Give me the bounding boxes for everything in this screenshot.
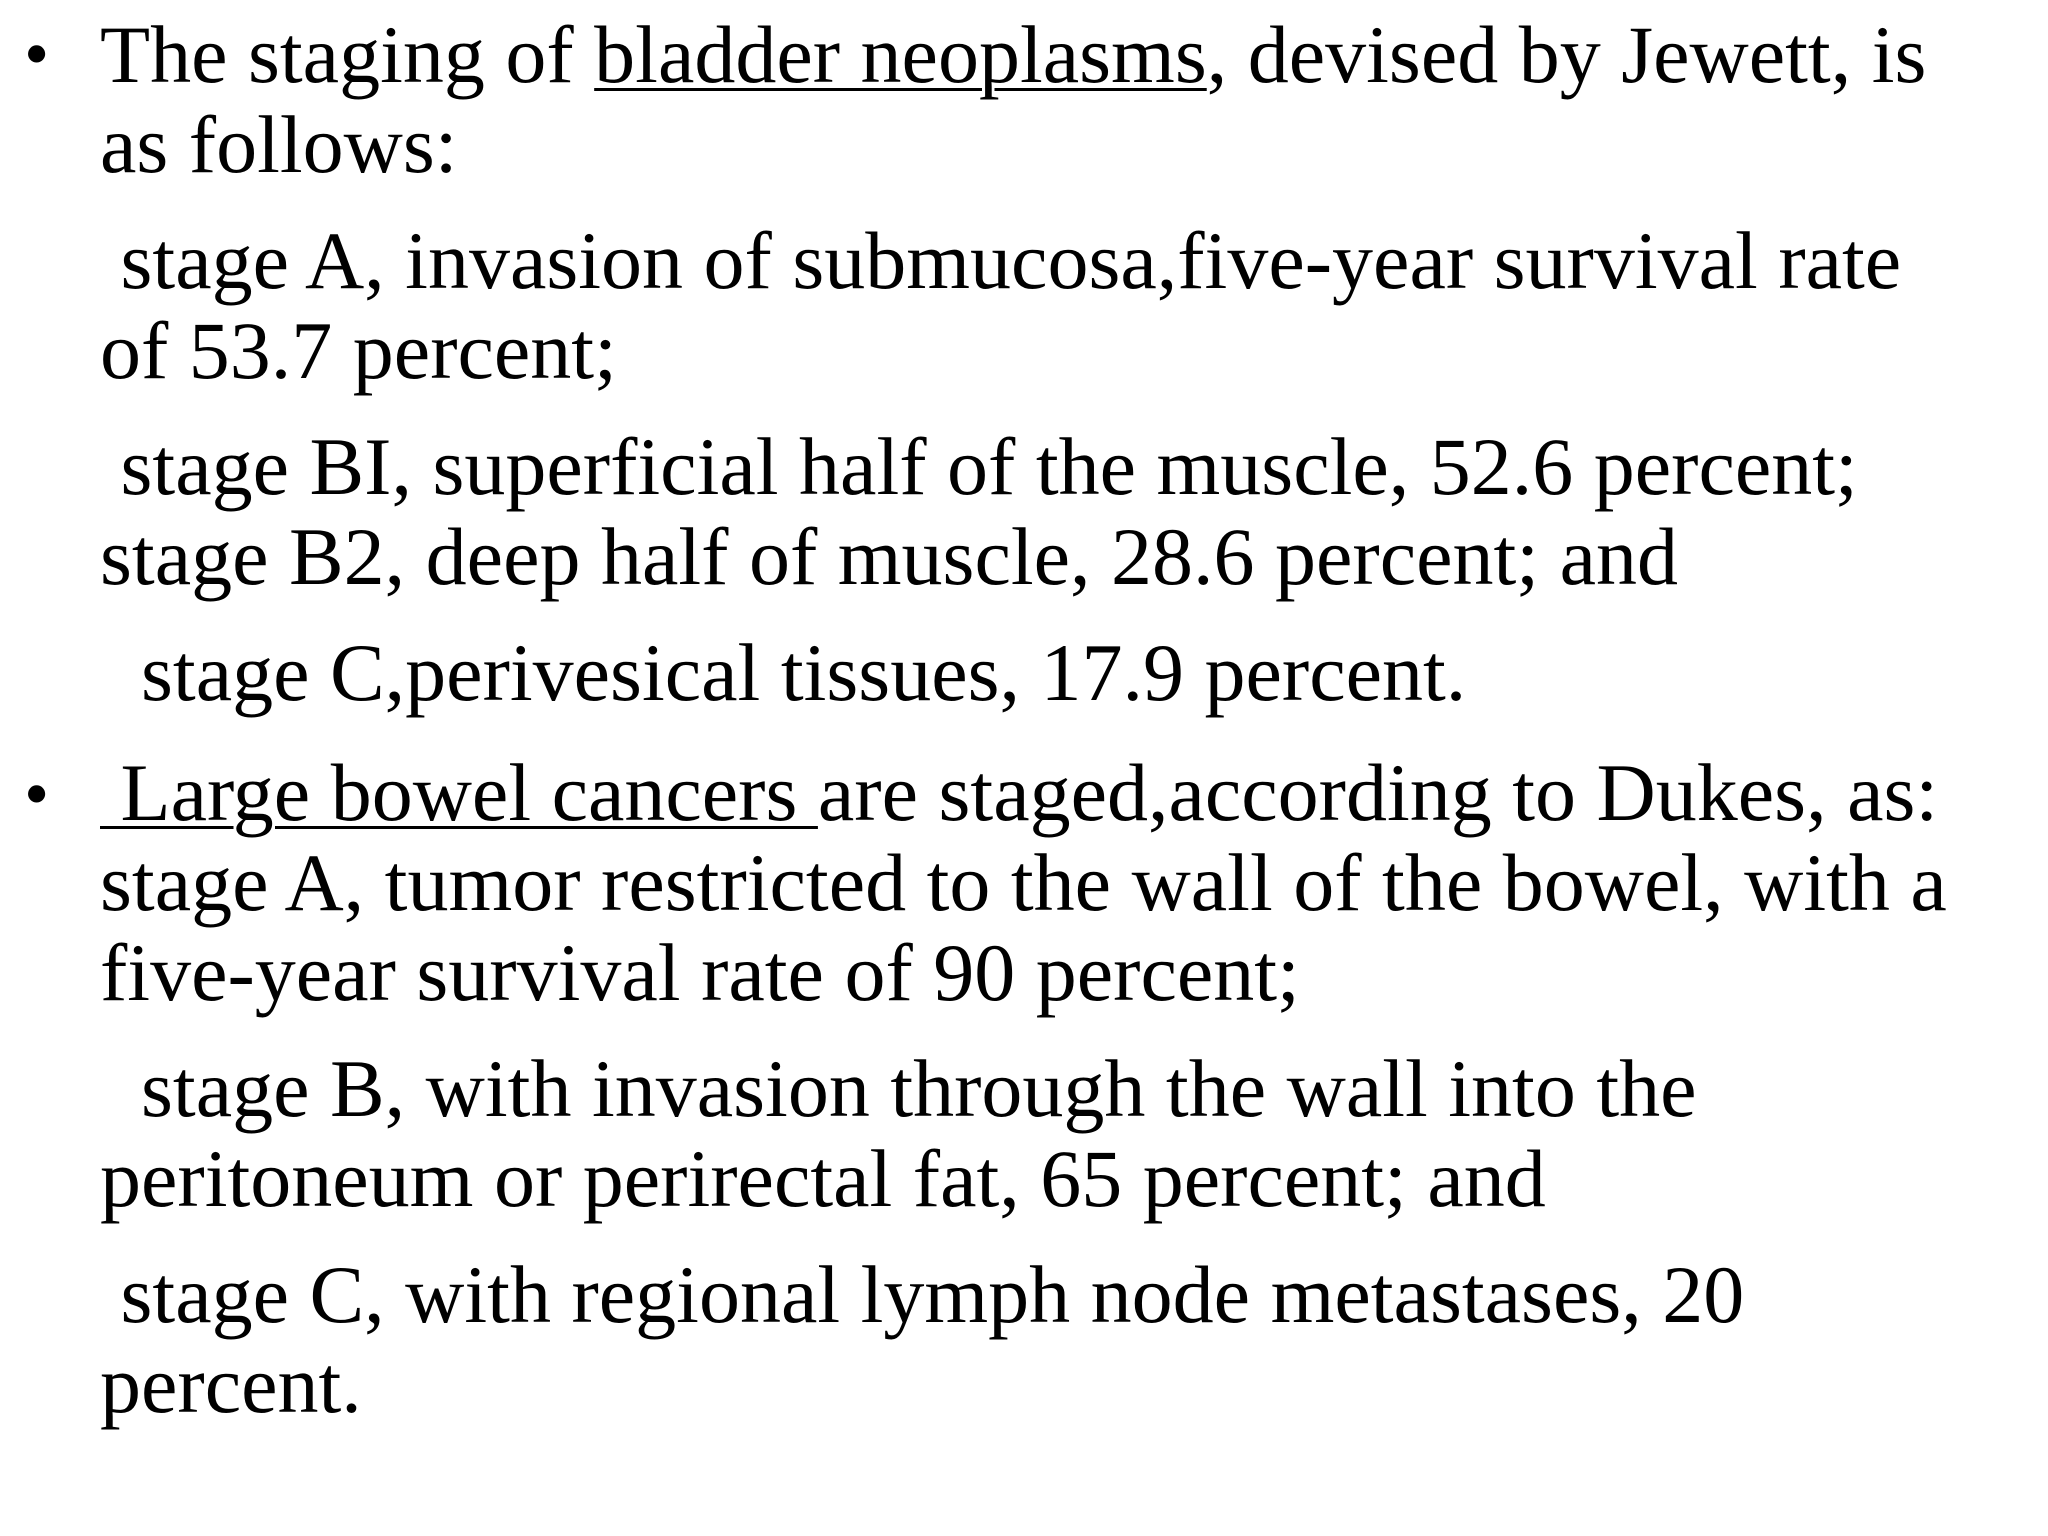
bladder-stage-c-line: stage C,perivesical tissues, 17.9 percent. [100,627,1467,718]
bullet-marker-2: • [24,754,50,834]
bladder-stage-a-line1: stage A, invasion of submucosa,five-year survival rate [100,215,1902,306]
bladder-stage-a [100,216,2040,396]
bowel-stage-c [100,1250,2040,1430]
bladder-stage-b1: stage BI, superficial half of the muscle, 52.6 percent; [100,421,1858,512]
bowel-stage-c-line1: stage C, with regional lymph node metastases, 20 [100,1249,1745,1340]
bowel-stage-b-line1: stage B, with invasion through the wall into the [100,1043,1697,1134]
bullet2-line1-post: are staged,according to Dukes, as: [817,747,1939,838]
bowel-stage-c-line2: percent. [100,1339,362,1430]
bullet1-line1-post: , devised by Jewett, is [1206,9,1927,100]
bullet1-line1 [100,10,2040,100]
large-bowel-cancers-link[interactable]: Large bowel cancers [100,747,818,838]
bladder-stage-c [100,628,2040,718]
bowel-staging-text [100,748,2040,1018]
bladder-stage-b2: stage B2, deep half of muscle, 28.6 percent; and [100,511,1678,602]
bowel-stage-b-line2: peritoneum or perirectal fat, 65 percent; and [100,1133,1546,1224]
bladder-stage-a-line2: of 53.7 percent; [100,305,617,396]
bladder-staging-text [100,10,2040,190]
bullet2-line1 [100,748,2040,838]
bladder-neoplasms-link[interactable]: bladder neoplasms [594,9,1207,100]
bullet1-line1-pre: The staging of [100,9,595,100]
bladder-stage-b [100,422,2040,602]
bullet1-line2: as follows: [100,99,458,190]
bowel-stage-b [100,1044,2040,1224]
bullet-marker-1: • [24,14,50,94]
bowel-stage-a-line2: five-year survival rate of 90 percent; [100,927,1300,1018]
bowel-stage-a-line1: stage A, tumor restricted to the wall of the bowel, with a [100,837,1947,928]
